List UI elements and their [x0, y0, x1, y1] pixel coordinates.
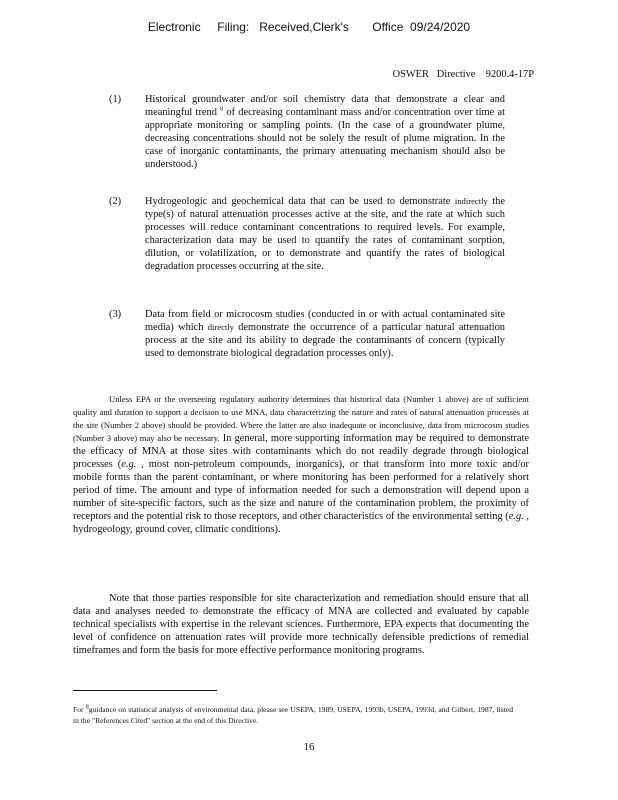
filing-stamp: Electronic Filing: Received,Clerk's Office 09/24/2020: [147, 20, 471, 34]
item-number: (3): [109, 309, 122, 320]
footnote-reference: 8: [220, 106, 224, 113]
page-number: 16: [303, 741, 315, 753]
item-text-part: the type(s) of natural attenuation processes active at the site, and the rate at which such processes will reduce contaminant concentrations to required levels. For example, characterization data may be used to quantify the rates of contaminant sorption, dilution, or volatilization, or to demonstrate and quantify the rates of biological degradation processes occurring at the site.: [145, 196, 505, 272]
directive-number: OSWER Directive 9200.4-17P: [392, 69, 534, 80]
paragraph-text-part: , most non-petroleum compounds, inorganics), or that transform into more toxic and/or mobile forms than the parent contaminant, or where monitoring has been performed for a relatively short period of time. The amount and type of information needed for such a demonstration will depend upon a number of site-specific factors, such as the size and nature of the contamination problem, the proximity of receptors and the potential risk to those receptors, and other characteristics of the environmental setting (: [73, 459, 529, 522]
footnote-mark: 8: [85, 704, 89, 711]
footnote-divider: [73, 690, 217, 691]
item-text-part: Hydrogeologic and geochemical data that can be used to demonstrate: [145, 196, 455, 207]
paragraph-emphasis: e.g.: [508, 511, 524, 522]
item-emphasis: directly: [207, 322, 234, 332]
body-paragraph: [73, 393, 529, 536]
paragraph-text-part: Unless EPA or the overseeing regulatory authority determines that historical data (Number 1 above) are of sufficient quality and duration to support a decision to use MNA, data characterizing the nature and rates of natural attenuation processes at the site (Number 2 above) should be provided. Where the latter are also inadequate or inconclusive, data from microcosm studies (Number 3 above) may also be necessary.: [73, 394, 529, 443]
item-text: [145, 308, 505, 360]
paragraph-text-part: , hydrogeology, ground cover, climatic conditions).: [73, 511, 529, 535]
item-number: (1): [109, 94, 122, 105]
item-text-part: Data from field or microcosm studies (conducted in or with actual contaminated site media) which: [145, 309, 505, 333]
body-paragraph: Note that those parties responsible for site characterization and remediation should ensure that all data and analyses needed to demonstrate the efficacy of MNA are collected and evaluated by capable technical specialists with expertise in the relevant sciences. Furthermore, EPA expects that documenting the level of confidence on attenuation rates will provide more technically defensible predictions of remedial timeframes and form the basis for more effective performance monitoring programs.: [73, 593, 529, 656]
item-emphasis: indirectly: [454, 196, 488, 206]
paragraph-emphasis: e.g.: [121, 459, 137, 470]
footnote-prefix: For: [73, 705, 86, 714]
footnote-text: guidance on statistical analysis of environmental data, please see USEPA, 1989, USEPA, 1993b, USEPA, 1993d, and Gilbert, 1987, listed in the "References Cited" section at the end of this Directive.: [73, 705, 513, 725]
item-number: (2): [109, 196, 122, 207]
item-text-part: demonstrate the occurrence of a particular natural attenuation process at the site and its ability to degrade the contaminants of concern (typically used to demonstrate biological degradation processes only).: [145, 322, 505, 359]
item-text: [145, 93, 505, 171]
item-text-part: of decreasing contaminant mass and/or concentration over time at appropriate monitoring or sampling points. (In the case of a groundwater plume, decreasing concentrations should not be solely the result of plume migration. In the case of inorganic contaminants, the primary attenuating mechanism should also be understood.): [145, 107, 505, 170]
item-text-part: Historical groundwater and/or soil chemistry data that demonstrate a clear and meaningful trend: [145, 94, 505, 118]
paragraph-text-part: In general, more supporting information may be required to demonstrate the efficacy of MNA at those sites with contaminants which do not readily degrade through biological processes (: [73, 433, 529, 470]
item-text: [145, 195, 505, 273]
footnote: [73, 704, 513, 726]
